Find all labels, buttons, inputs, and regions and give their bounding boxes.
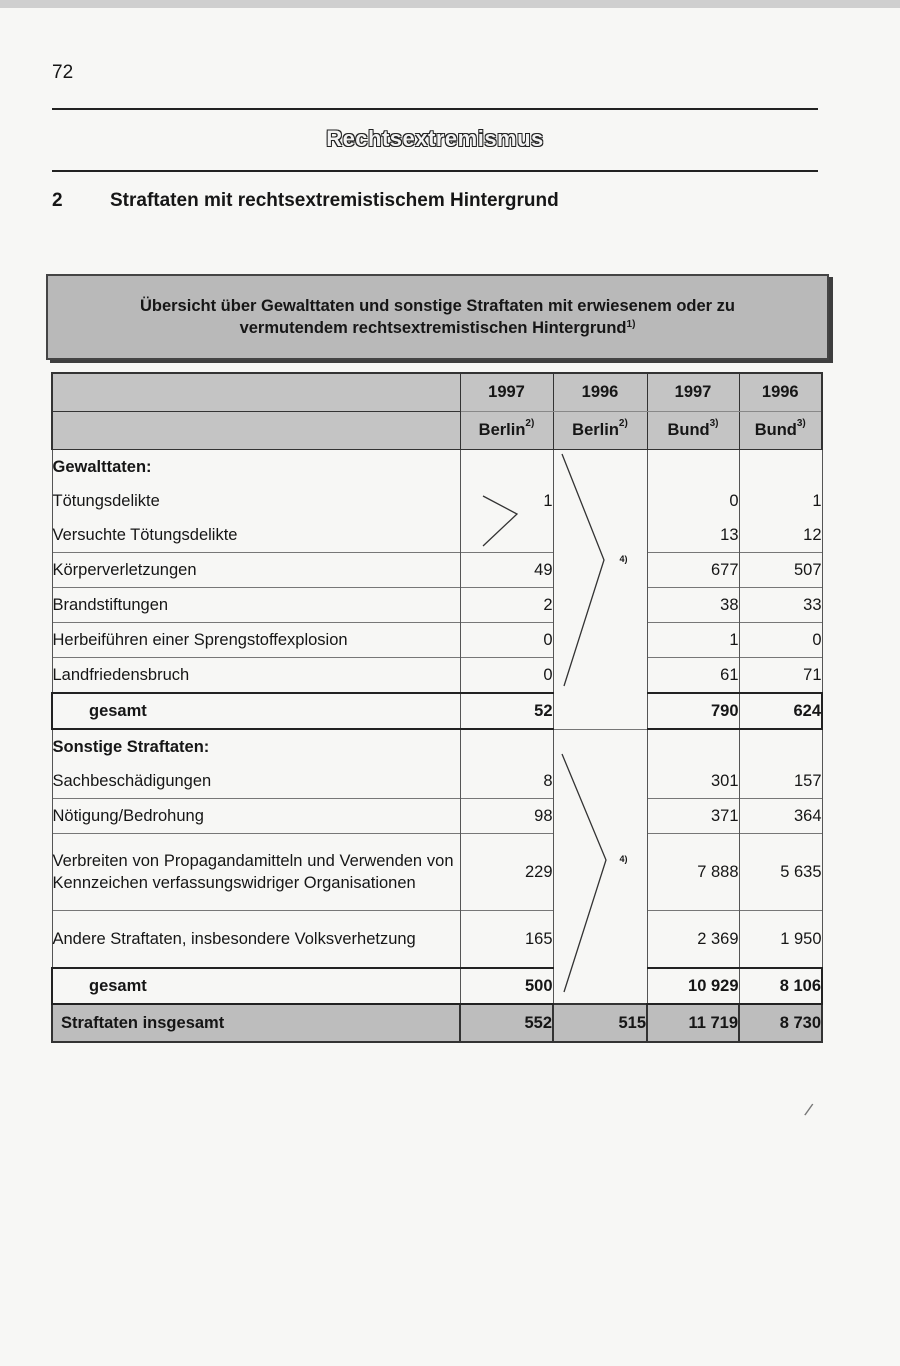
row-label: Straftaten insgesamt [52,1004,460,1042]
cell: 8 730 [739,1004,822,1042]
cell: 0 [460,658,553,694]
row-label [52,834,460,911]
cell: 38 [647,588,739,623]
header-blank [52,373,460,412]
header-rule-top [52,108,818,110]
grand-total-row [52,1004,822,1042]
group-row [52,729,822,764]
row-label: Brandstiftungen [52,588,460,623]
cell: 7 888 [647,834,739,911]
cell: 790 [647,693,739,729]
cell: 371 [647,799,739,834]
cell: 0 [647,484,739,518]
table-row [52,623,822,658]
row-label: Landfriedensbruch [52,658,460,694]
row-label: Körperverletzungen [52,553,460,588]
row-label: gesamt [52,693,460,729]
col-year: 1996 [553,373,647,412]
cell: 0 [739,623,822,658]
cell: 2 369 [647,911,739,969]
combined-brace [554,730,648,1000]
table-row [52,911,822,969]
row-label: gesamt [52,968,460,1004]
page-number: 72 [52,62,74,83]
header-blank [52,412,460,450]
cell: 165 [460,911,553,969]
row-label: Sachbeschädigungen [52,764,460,799]
section-title: Straftaten mit rechtsextremistischem Hintergrund [110,190,559,211]
cell: 1 [460,484,553,518]
statistics-table [51,372,823,1043]
table-row [52,834,822,911]
cell: 552 [460,1004,553,1042]
cell: 2 [460,588,553,623]
row-label [52,911,460,969]
cell: 1 950 [739,911,822,969]
cell: 507 [739,553,822,588]
cell [460,518,553,553]
banner-footnote-ref: 1) [626,319,636,330]
subtotal-row [52,693,822,729]
row-label: Versuchte Tötungsdelikte [52,518,460,553]
table-row [52,518,822,553]
scan-top-band [0,0,900,8]
cell: 49 [460,553,553,588]
table-banner [46,274,829,360]
table-row [52,799,822,834]
cell: 10 929 [647,968,739,1004]
running-header: Rechtsextremismus [326,126,544,151]
cell: 52 [460,693,553,729]
row-label-text: Andere Straftaten, insbesondere Volksverhetzung [52,930,416,948]
table-row [52,658,822,694]
footnote-marker: 4) [619,554,628,564]
cell: 8 106 [739,968,822,1004]
cell: 301 [647,764,739,799]
cell: 229 [460,834,553,911]
cell: 515 [553,1004,647,1042]
col-year: 1996 [739,373,822,412]
cell: 12 [739,518,822,553]
group-title: Gewalttaten: [52,450,460,485]
scan-pencil-mark: / [802,1099,815,1121]
header-row-years [52,373,822,412]
cell: 0 [460,623,553,658]
table-row [52,553,822,588]
cell: 500 [460,968,553,1004]
combined-brace [554,450,648,688]
cell: 624 [739,693,822,729]
banner-line-2 [240,317,636,339]
table-row [52,484,822,518]
cell: 1 [739,484,822,518]
table-row [52,764,822,799]
cell: 98 [460,799,553,834]
section-number: 2 [52,190,63,211]
group-row [52,450,822,485]
cell: 677 [647,553,739,588]
combined-cell-violent [553,450,647,730]
header-row-regions [52,412,822,450]
row-label: Nötigung/Bedrohung [52,799,460,834]
table-row [52,588,822,623]
row-label: Herbeiführen einer Sprengstoffexplosion [52,623,460,658]
cell: 61 [647,658,739,694]
col-region: Bund$^{3)}$ [739,412,822,450]
cell: 5 635 [739,834,822,911]
col-year: 1997 [460,373,553,412]
cell: 364 [739,799,822,834]
col-region: Bund$^{3)}$ [647,412,739,450]
footnote-marker: 4) [619,853,628,864]
cell: 8 [460,764,553,799]
row-label: Tötungsdelikte [52,484,460,518]
row-label-text: Verbreiten von Propagandamitteln und Verwenden von Kennzeichen verfassungswidriger Organisationen [52,852,454,892]
header-rule-bottom [52,170,818,172]
subtotal-row [52,968,822,1004]
combined-cell-other [553,729,647,1004]
cell: 11 719 [647,1004,739,1042]
col-region: Berlin$^{2)}$ [460,412,553,450]
cell: 33 [739,588,822,623]
cell: 13 [647,518,739,553]
col-region: Berlin$^{2)}$ [553,412,647,450]
cell: 71 [739,658,822,694]
cell: 1 [647,623,739,658]
banner-line-1: Übersicht über Gewalttaten und sonstige Straftaten mit erwiesenem oder zu [139,297,736,315]
col-year: 1997 [647,373,739,412]
banner-line-2-text: vermutendem rechtsextremistischen Hintergrund [239,319,627,337]
cell: 157 [739,764,822,799]
group-title: Sonstige Straftaten: [52,729,460,764]
